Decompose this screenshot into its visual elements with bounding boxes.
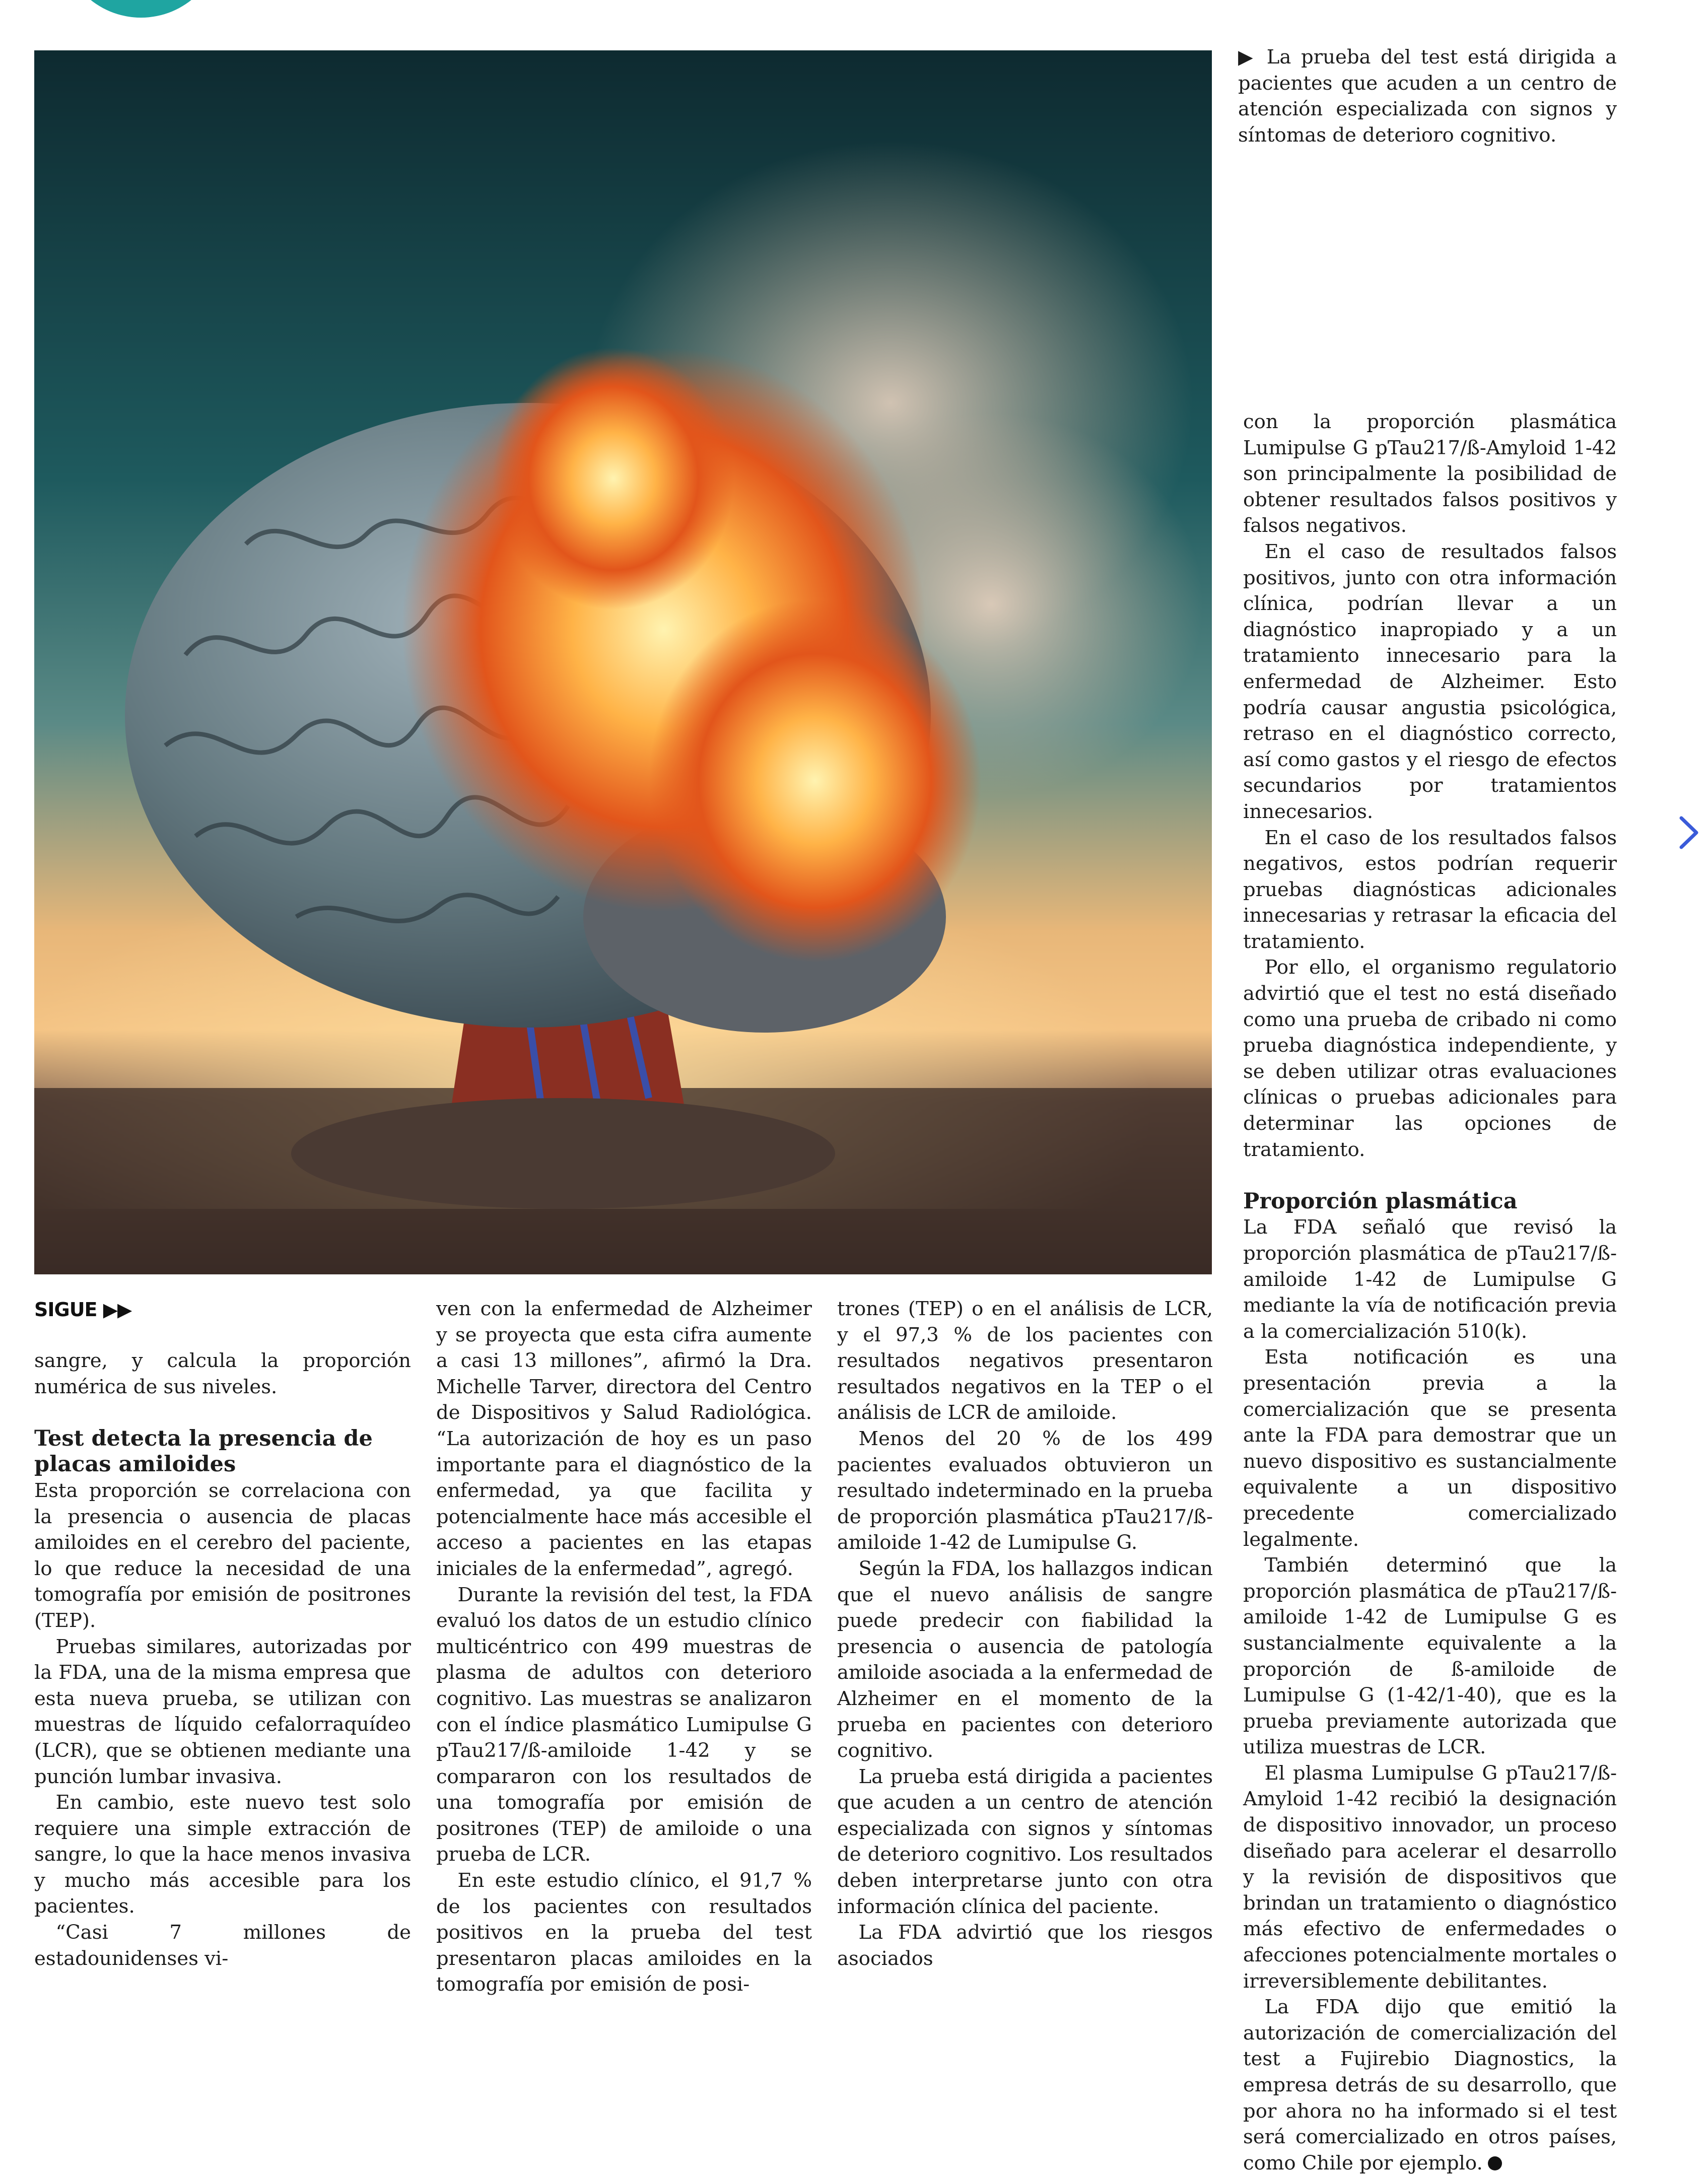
paragraph: También determinó que la proporción plasmática de pTau217/ß-amiloide 1-42 de Lumipulse G es sustancialmente equivalente a la proporción de ß-amiloide de Lumipulse G (1-42/1-40), que es la prueba previamente autorizada que utiliza muestras de LCR. [1243, 1554, 1617, 1759]
paragraph: En este estudio clínico, el 91,7 % de los pacientes con resultados positivos en la prueba del test presentaron placas amiloides en la tomografía por emisión de posi- [436, 1869, 812, 1996]
paragraph: Por ello, el organismo regulatorio advirtió que el test no está diseñado como una prueba de cribado ni como prueba diagnóstica independiente, y se deben utilizar otras evaluaciones clínicas o pruebas adicionales para determinar las opciones de tratamiento. [1243, 956, 1617, 1161]
paragraph-final-text: La FDA dijo que emitió la autorización de comercialización del test a Fujirebio Diagnostics, la empresa detrás de su desarrollo, que por ahora no ha informado si el test será comercializado en otros países, como Chile por ejemplo. [1243, 1996, 1617, 2174]
paragraph: En cambio, este nuevo test solo requiere una simple extracción de sangre, lo que la hace menos invasiva y mucho más accesible para los pacientes. [34, 1791, 411, 1918]
section-heading-proporcion: Proporción plasmática [1243, 1188, 1518, 1214]
paragraph: Durante la revisión del test, la FDA evaluó los datos de un estudio clínico multicéntrico con 499 muestras de plasma de adultos con deterioro cognitivo. Las muestras se analizaron con el índice plasmático Lumipulse G pTau217/ß-amiloide 1-42 y se compararon con los resultados de una tomografía por emisión de positrones (TEP) de amiloide o una prueba de LCR. [436, 1583, 812, 1866]
paragraph: sangre, y calcula la proporción numérica de sus niveles. [34, 1349, 411, 1398]
paragraph: La FDA señaló que revisó la proporción plasmática de pTau217/ß-amiloide 1-42 de Lumipulse G mediante la vía de notificación previa a la comercialización 510(k). [1243, 1216, 1617, 1343]
column-3 [837, 1296, 1213, 1971]
chevron-right-icon [1677, 815, 1700, 850]
column-2 [436, 1296, 812, 1998]
section-heading-test: Test detecta la presencia de placas amiloides [34, 1425, 373, 1477]
hero-image [34, 50, 1212, 1274]
paragraph: Menos del 20 % de los 499 pacientes evaluados obtuvieron un resultado indeterminado en la prueba de proporción plasmática pTau217/ß-amiloide 1-42 de Lumipulse G. [837, 1427, 1213, 1554]
paragraph-final [1243, 1994, 1617, 2176]
section-badge-arc [60, 0, 222, 18]
paragraph: La FDA advirtió que los riesgos asociados [837, 1921, 1213, 1970]
paragraph: El plasma Lumipulse G pTau217/ß-Amyloid 1-42 recibió la designación de dispositivo innovador, un proceso diseñado para acelerar el desarrollo y la revisión de dispositivos que brindan un tratamiento o diagnóstico más efectivo de enfermedades o afecciones potencialmente mortales o irreversiblemente debilitantes. [1243, 1761, 1617, 1993]
next-page-button[interactable] [1677, 815, 1700, 850]
paragraph: La prueba está dirigida a pacientes que acuden a un centro de atención especializada con signos y síntomas de deterioro cognitivo. Los resultados deben interpretarse junto con otra información clínica del paciente. [837, 1765, 1213, 1918]
paragraph: Según la FDA, los hallazgos indican que el nuevo análisis de sangre puede predecir con fiabilidad la presencia o ausencia de patología amiloide asociada a la enfermedad de Alzheimer en el momento de la prueba en pacientes con deterioro cognitivo. [837, 1557, 1213, 1762]
lead-summary: ▶ La prueba del test está dirigida a pacientes que acuden a un centro de atención especializada con signos y síntomas de deterioro cognitivo. [1238, 46, 1617, 147]
paragraph: ven con la enfermedad de Alzheimer y se proyecta que esta cifra aumente a casi 13 millones”, afirmó la Dra. Michelle Tarver, directora del Centro de Dispositivos y Salud Radiológica. “La autorización de hoy es un paso importante para el diagnóstico de la enfermedad, ya que facilita y potencialmente hace más accesible el acceso a pacientes en las etapas iniciales de la enfermedad”, agregó. [436, 1298, 812, 1580]
paragraph: En el caso de los resultados falsos negativos, estos podrían requerir pruebas diagnósticas adicionales innecesarias y retrasar la eficacia del tratamiento. [1243, 826, 1617, 953]
continues-label: SIGUE ▶▶ [34, 1299, 132, 1321]
paragraph: En el caso de resultados falsos positivos, junto con otra información clínica, podrían llevar a un diagnóstico inapropiado y a un tratamiento innecesario para la enfermedad de Alzheimer. Esto podría causar angustia psicológica, retraso en el diagnóstico correcto, así como gastos y el riesgo de efectos secundarios por tratamientos innecesarios. [1243, 540, 1617, 823]
end-of-article-dot-icon [1488, 2156, 1502, 2170]
paragraph: Pruebas similares, autorizadas por la FDA, una de la misma empresa que esta nueva prueba, se utilizan con muestras de líquido cefalorraquídeo (LCR), que se obtienen mediante una punción lumbar invasiva. [34, 1635, 411, 1788]
paragraph: trones (TEP) o en el análisis de LCR, y el 97,3 % de los pacientes con resultados negativos presentaron resultados negativos en la TEP o el análisis de LCR de amiloide. [837, 1298, 1213, 1424]
brain-fire-illustration [34, 50, 1212, 1274]
right-column [1243, 409, 1617, 2176]
paragraph: “Casi 7 millones de estadounidenses vi- [34, 1921, 411, 1970]
column-1 [34, 1348, 411, 1971]
paragraph: Esta notificación es una presentación previa a la comercialización que se presenta ante la FDA para demostrar que un nuevo dispositivo es sustancialmente equivalente a un dispositivo precedente comercializado legalmente. [1243, 1346, 1617, 1551]
paragraph: con la proporción plasmática Lumipulse G pTau217/ß-Amyloid 1-42 son principalmente la posibilidad de obtener resultados falsos positivos y falsos negativos. [1243, 411, 1617, 537]
right-column-top [1238, 44, 1617, 148]
paragraph: Esta proporción se correlaciona con la presencia o ausencia de placas amiloides en el cerebro del paciente, lo que reduce la necesidad de una tomografía por emisión de positrones (TEP). [34, 1479, 411, 1632]
